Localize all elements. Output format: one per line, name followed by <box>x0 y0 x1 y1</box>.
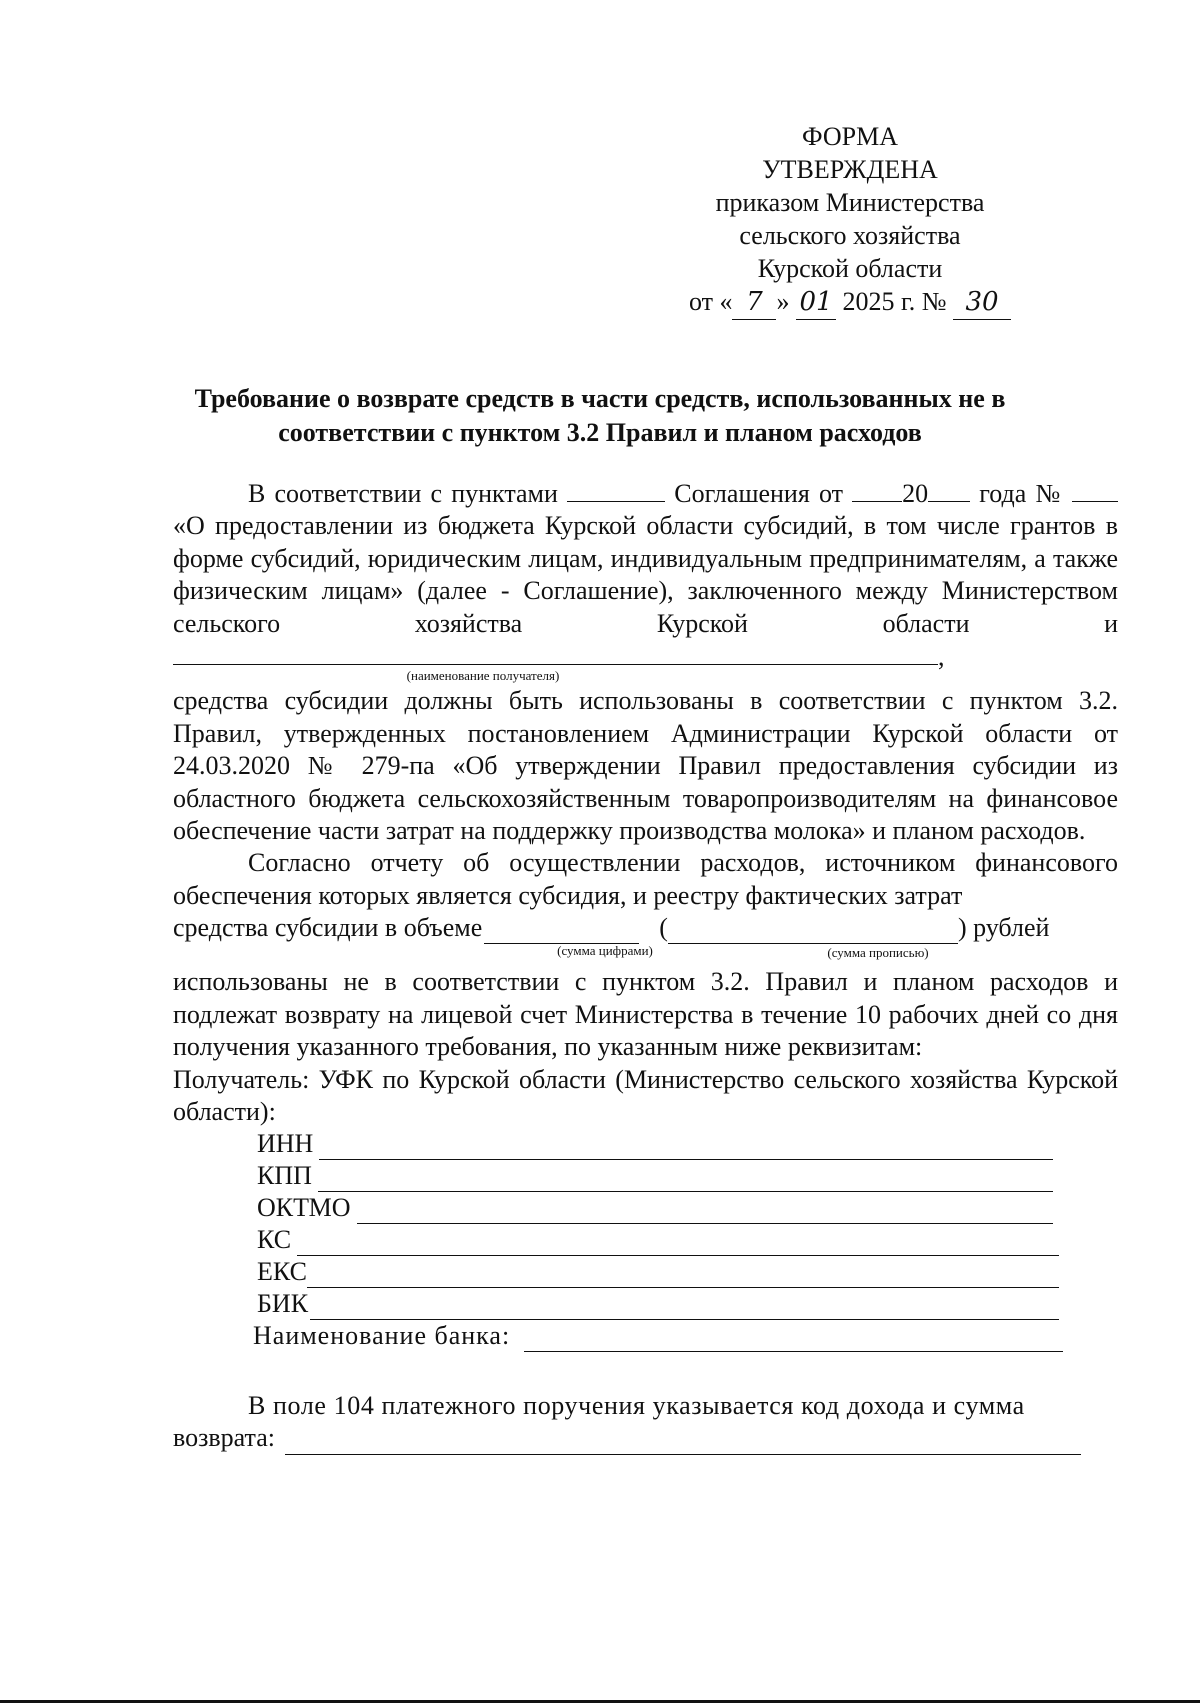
label-kpp: КПП <box>257 1160 312 1190</box>
label-bank: Наименование банка: <box>253 1320 511 1350</box>
date-year: 2025 г. № <box>842 287 947 316</box>
document-body <box>173 477 1118 1455</box>
bank-name-field[interactable] <box>524 1329 1063 1352</box>
date-prefix: от « <box>688 287 733 316</box>
caption-words: (сумма прописью) <box>827 945 929 961</box>
date-month: 01 <box>796 286 836 320</box>
label-oktmo: ОКТМО <box>257 1192 351 1222</box>
date-day: 7 <box>732 286 776 320</box>
text-points: В соответствии с пунктами <box>248 479 558 508</box>
requisite-oktmo <box>257 1192 1053 1224</box>
caption-digits: (сумма цифрами) <box>557 943 653 959</box>
agreement-year-field[interactable] <box>928 477 970 502</box>
text-comma: , <box>938 642 945 672</box>
stamp-order-line: приказом Министерства <box>715 188 985 217</box>
label-bik: БИК <box>257 1288 309 1318</box>
return-field[interactable] <box>285 1432 1081 1455</box>
text-year: года <box>979 479 1027 508</box>
inn-field[interactable] <box>319 1137 1053 1160</box>
paragraph-agreement <box>173 477 1118 673</box>
text-rubles: ) рублей <box>957 912 1050 942</box>
stamp-ministry-line: сельского хозяйства <box>739 221 961 250</box>
approval-stamp <box>650 120 1050 320</box>
requisite-inn <box>257 1128 1053 1160</box>
amount-digits-field[interactable] <box>484 919 639 944</box>
title-line-2: соответствии с пунктом 3.2 Правил и планом расходов <box>278 418 922 447</box>
agreement-date-field[interactable] <box>852 477 902 502</box>
order-number: 30 <box>953 286 1011 320</box>
paragraph-rules: средства субсидии должны быть использованы в соответствии с пунктом 3.2. Правил, утвержденных постановлением Администрации Курской области от 24.03.2020 № 279-па «Об утверждении Правил предоставления субсидии из областного бюджета сельскохозяйственным товаропроизводителям на финансовое обеспечение части затрат на поддержку производства молока» и планом расходов. <box>173 686 1118 846</box>
label-eks: ЕКС <box>257 1256 307 1286</box>
paragraph-payment: В поле 104 платежного поручения указывается код дохода и сумма <box>248 1391 1025 1421</box>
title-line-1: Требование о возврате средств в части средств, использованных не в <box>194 384 1006 413</box>
requisite-kpp <box>257 1160 1053 1192</box>
label-return: возврата: <box>173 1423 275 1453</box>
return-row <box>173 1423 1081 1455</box>
points-field[interactable] <box>567 477 665 502</box>
spacer <box>173 1352 1118 1390</box>
ks-field[interactable] <box>297 1233 1059 1256</box>
requisite-bank <box>253 1320 1063 1352</box>
oktmo-field[interactable] <box>357 1201 1053 1224</box>
amount-row <box>173 912 1118 944</box>
amount-captions <box>173 944 1118 966</box>
text-number-sign: № <box>1035 479 1063 508</box>
bik-field[interactable] <box>310 1297 1059 1320</box>
label-inn: ИНН <box>257 1128 314 1158</box>
amount-words-field[interactable] <box>668 919 958 944</box>
paragraph-report: Согласно отчету об осуществлении расходов, источником финансового обеспечения которых является субсидия, и реестру фактических затрат <box>173 848 1118 910</box>
paragraph-recipient: Получатель: УФК по Курской области (Министерство сельского хозяйства Курской области): <box>173 1064 1118 1126</box>
stamp-approved-label: УТВЕРЖДЕНА <box>762 155 938 184</box>
paragraph-return: использованы не в соответствии с пунктом 3.2. Правил и планом расходов и подлежат возврату на лицевой счет Министерства в течение 10 рабочих дней со дня получения указанного требования, по указанным ниже реквизитам: <box>173 967 1118 1062</box>
stamp-region-line: Курской области <box>757 254 943 283</box>
kpp-field[interactable] <box>318 1169 1053 1192</box>
recipient-name-field[interactable] <box>173 640 938 665</box>
requisite-bik <box>257 1288 1059 1320</box>
caption-recipient: (наименование получателя) <box>406 668 560 684</box>
label-ks: КС <box>257 1224 292 1254</box>
text-agreement-body: «О предоставлении из бюджета Курской области субсидий, в том числе грантов в форме субсидий, юридическим лицам, индивидуальным предпринимателям, а также физическим лицам» (далее - Соглашение), заключенного между Министерством сельского хозяйства Курской области и <box>173 511 1118 638</box>
requisite-eks <box>257 1256 1059 1288</box>
agreement-number-field[interactable] <box>1072 477 1118 502</box>
text-century: 20 <box>902 479 929 508</box>
document-title <box>150 382 1050 450</box>
requisite-ks <box>257 1224 1059 1256</box>
text-amount: средства субсидии в объеме <box>173 912 483 942</box>
eks-field[interactable] <box>307 1265 1059 1288</box>
text-paren-open: ( <box>659 912 668 942</box>
stamp-date-line <box>650 285 1050 320</box>
text-agreement-from: Соглашения от <box>674 479 843 508</box>
date-separator: » <box>776 287 790 316</box>
stamp-form-label: ФОРМА <box>802 122 898 151</box>
